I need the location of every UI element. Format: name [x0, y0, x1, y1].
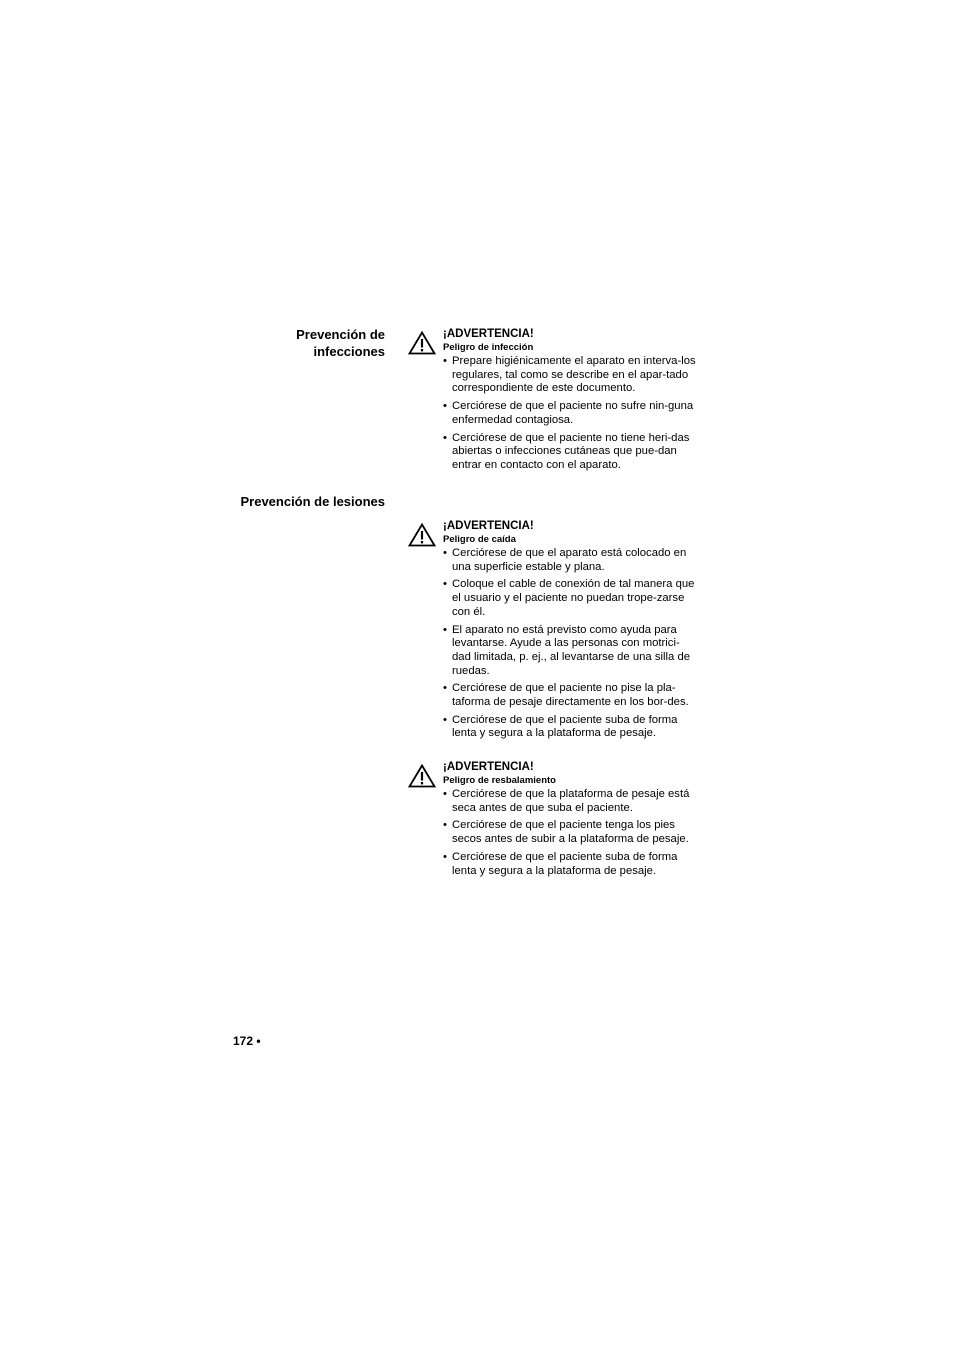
warning-subtitle: Peligro de infección	[443, 342, 534, 353]
warning-body	[443, 519, 698, 745]
warning-bullet-list	[443, 547, 698, 741]
warning-body	[443, 760, 698, 882]
warning-title: ¡ADVERTENCIA!	[443, 328, 534, 340]
warning-bullet-list	[443, 788, 698, 878]
list-item: • Prepare higiénicamente el aparato en interva-los regulares, tal como se describe en el apar-tado correspondiente de este documento.	[443, 355, 698, 396]
list-item: • Cerciórese de que el paciente no sufre nin-guna enfermedad contagiosa.	[443, 400, 698, 427]
list-item: • Cerciórese de que el paciente no tiene heri-das abiertas o infecciones cutáneas que pue-dan entrar en contacto con el aparato.	[443, 432, 698, 473]
list-item: • Cerciórese de que el paciente no pise la pla-taforma de pesaje directamente en los bor-des.	[443, 682, 698, 709]
list-item: • Cerciórese de que el aparato está colocado en una superficie estable y plana.	[443, 547, 698, 574]
warning-triangle-icon	[408, 523, 436, 547]
warning-bullet-list	[443, 355, 698, 473]
warning-triangle-icon	[408, 764, 436, 788]
page-number: 172 •	[233, 1034, 261, 1048]
section-heading-infections: Prevención de infecciones	[296, 327, 385, 359]
list-item: • Cerciórese de que el paciente suba de forma lenta y segura a la plataforma de pesaje.	[443, 714, 698, 741]
warning-title: ¡ADVERTENCIA!	[443, 761, 534, 773]
list-item: • Cerciórese de que el paciente suba de forma lenta y segura a la plataforma de pesaje.	[443, 851, 698, 878]
list-item: • Coloque el cable de conexión de tal manera que el usuario y el paciente no puedan trope-zarse con él.	[443, 578, 698, 619]
section-heading-injuries: Prevención de lesiones	[240, 494, 385, 509]
warning-subtitle: Peligro de caída	[443, 534, 516, 545]
warning-subtitle: Peligro de resbalamiento	[443, 775, 556, 786]
warning-triangle-icon	[408, 331, 436, 355]
list-item: • Cerciórese de que la plataforma de pesaje está seca antes de que suba el paciente.	[443, 788, 698, 815]
warning-title: ¡ADVERTENCIA!	[443, 520, 534, 532]
warning-body	[443, 327, 698, 477]
list-item: • Cerciórese de que el paciente tenga los pies secos antes de subir a la plataforma de pesaje.	[443, 819, 698, 846]
list-item: • El aparato no está previsto como ayuda para levantarse. Ayude a las personas con motrici-dad limitada, p. ej., al levantarse de una silla de ruedas.	[443, 624, 698, 679]
